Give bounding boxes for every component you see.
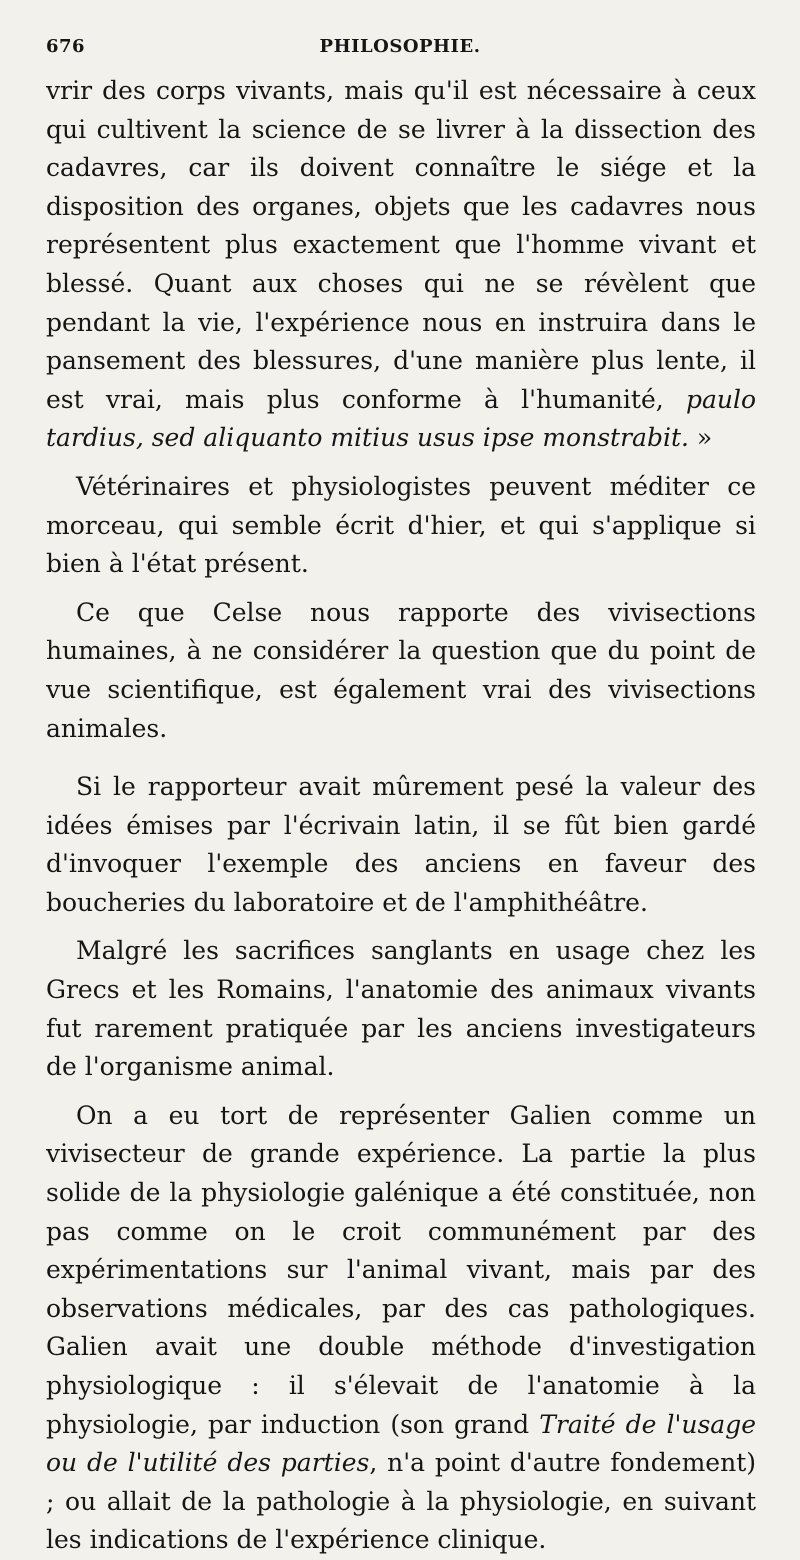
page-number: 676 bbox=[46, 36, 86, 57]
paragraph-continuation bbox=[46, 72, 756, 458]
closing-quote: » bbox=[688, 423, 713, 453]
paragraph bbox=[46, 932, 756, 1086]
body-text bbox=[46, 72, 756, 1560]
page-header bbox=[46, 36, 754, 64]
paragraph-text: , n'a point d'autre fondement) ; ou allait de la pathologie à la physiologie, en suivant les indications de l'expérience clinique. bbox=[46, 1448, 756, 1555]
book-title: Traité de l'usage ou de l'utilité des parties bbox=[46, 1409, 756, 1478]
paragraph bbox=[46, 1097, 756, 1560]
paragraph-text: Ce que Celse nous rapporte des vivisections humaines, à ne considérer la question que du point de vue scientifique, est également vrai des vivisections animales. bbox=[46, 597, 756, 743]
paragraph-text: Vétérinaires et physiologistes peuvent méditer ce morceau, qui semble écrit d'hier, et qui s'applique si bien à l'état présent. bbox=[46, 471, 756, 579]
paragraph-text: Si le rapporteur avait mûrement pesé la valeur des idées émises par l'écrivain latin, il se fût bien gardé d'invoquer l'exemple des anciens en faveur des boucheries du laboratoire et de l'amphithéâtre. bbox=[46, 772, 756, 917]
paragraph bbox=[46, 768, 756, 922]
paragraph bbox=[46, 468, 756, 584]
paragraph-text: vrir des corps vivants, mais qu'il est nécessaire à ceux qui cultivent la science de se livrer à la dissection des cadavres, car ils doivent connaître le siége et la disposition des organes, objets que les cadavres nous représentent plus exactement que l'homme vivant et blessé. Quant aux choses qui ne se révèlent que pendant la vie, l'expérience nous en instruira dans le pansement des blessures, d'une manière plus lente, il est vrai, mais plus conforme à l'humanité, bbox=[46, 76, 756, 414]
paragraph-text: On a eu tort de représenter Galien comme un vivisecteur de grande expérience. La partie la plus solide de la physiologie galénique a été constituée, non pas comme on le croit communément par des expérimentations sur l'animal vivant, mais par des observations médicales, par des cas pathologiques. Galien avait une double méthode d'investigation physiologique : il s'élevait de l'anatomie à la physiologie, par induction (son grand bbox=[46, 1100, 756, 1439]
paragraph bbox=[46, 594, 756, 748]
paragraph-text: Malgré les sacrifices sanglants en usage chez les Grecs et les Romains, l'anatomie des animaux vivants fut rarement pratiquée par les anciens investigateurs de l'organisme animal. bbox=[46, 936, 756, 1082]
running-title: PHILOSOPHIE. bbox=[319, 36, 481, 57]
latin-quote: paulo tardius, sed aliquanto mitius usus ipse monstrabit. bbox=[46, 384, 756, 453]
